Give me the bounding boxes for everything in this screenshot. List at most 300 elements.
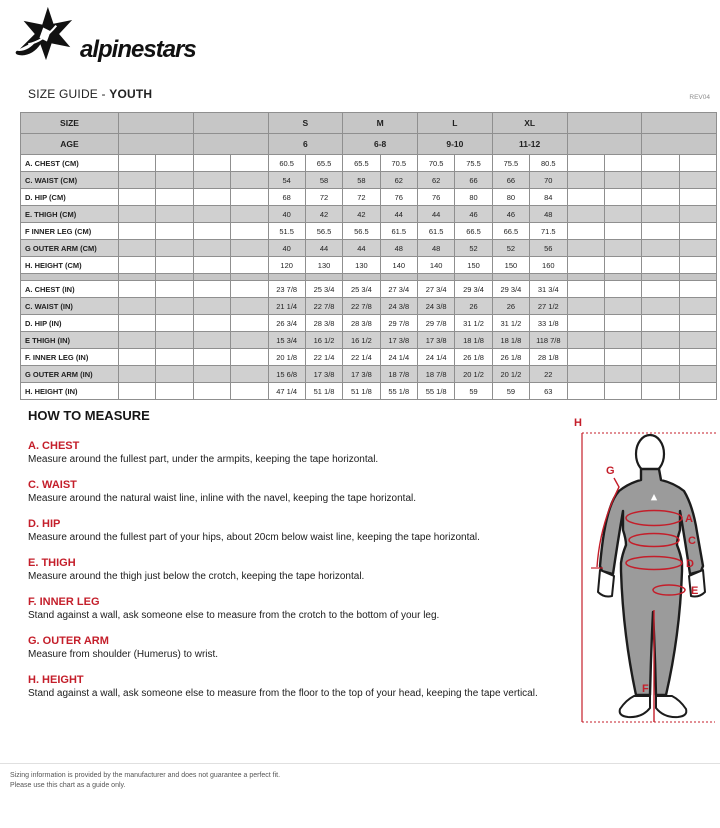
empty-cell — [679, 281, 716, 298]
measure-item-heading: C. WAIST — [28, 479, 77, 491]
size-value: 31 3/4 — [530, 281, 567, 298]
empty-cell — [231, 155, 268, 172]
row-label: F INNER LEG (CM) — [21, 223, 119, 240]
measure-item — [28, 439, 568, 466]
empty-cell — [193, 155, 230, 172]
label-thigh: E — [691, 585, 699, 597]
empty-cell — [231, 281, 268, 298]
empty-cell — [642, 349, 679, 366]
empty-cell — [679, 240, 716, 257]
empty-cell — [193, 257, 230, 274]
empty-cell — [604, 274, 641, 281]
left-foot — [620, 696, 650, 717]
head — [636, 435, 664, 473]
empty-cell — [679, 274, 716, 281]
size-value: 76 — [380, 189, 417, 206]
size-value: 26 — [455, 298, 492, 315]
size-table — [20, 112, 717, 400]
size-value: 56 — [530, 240, 567, 257]
table-row — [21, 206, 717, 223]
empty-cell — [119, 134, 194, 155]
body-suit — [600, 469, 703, 695]
footer-disclaimer — [0, 763, 720, 791]
size-value: 160 — [530, 257, 567, 274]
empty-cell — [604, 366, 641, 383]
how-to-measure-section — [28, 408, 568, 712]
empty-cell — [567, 240, 604, 257]
empty-cell — [156, 189, 193, 206]
size-value: 60.5 — [268, 155, 305, 172]
empty-cell — [193, 172, 230, 189]
row-label: C. WAIST (IN) — [21, 298, 119, 315]
empty-cell — [679, 349, 716, 366]
empty-cell — [642, 366, 679, 383]
empty-cell — [193, 383, 230, 400]
empty-cell — [119, 315, 156, 332]
empty-cell — [679, 332, 716, 349]
size-value: 52 — [492, 240, 529, 257]
footer-line-2: Please use this chart as a guide only. — [10, 782, 126, 789]
size-value: 55 1/8 — [380, 383, 417, 400]
empty-cell — [567, 113, 642, 134]
empty-cell — [604, 257, 641, 274]
empty-cell — [604, 172, 641, 189]
empty-cell — [642, 257, 679, 274]
empty-cell — [642, 206, 679, 223]
empty-cell — [156, 332, 193, 349]
empty-cell — [231, 189, 268, 206]
empty-cell — [231, 332, 268, 349]
row-label: D. HIP (CM) — [21, 189, 119, 206]
size-value: 15 3/4 — [268, 332, 305, 349]
empty-cell — [231, 274, 268, 281]
row-label: A. CHEST (CM) — [21, 155, 119, 172]
empty-cell — [642, 134, 717, 155]
size-value: 46 — [492, 206, 529, 223]
empty-cell — [567, 206, 604, 223]
label-waist: C — [688, 535, 696, 547]
empty-cell — [642, 274, 679, 281]
empty-cell — [642, 240, 679, 257]
empty-cell — [679, 189, 716, 206]
empty-cell — [231, 298, 268, 315]
empty-cell — [604, 206, 641, 223]
empty-cell — [119, 206, 156, 223]
size-value: 25 3/4 — [305, 281, 342, 298]
empty-cell — [642, 281, 679, 298]
size-value: 20 1/2 — [455, 366, 492, 383]
size-value: 66.5 — [455, 223, 492, 240]
size-value: 18 1/8 — [455, 332, 492, 349]
size-value: 118 7/8 — [530, 332, 567, 349]
table-row — [21, 240, 717, 257]
size-value: 40 — [268, 206, 305, 223]
empty-cell — [193, 223, 230, 240]
empty-cell — [604, 298, 641, 315]
size-value: 58 — [343, 172, 380, 189]
size-value: 22 — [530, 366, 567, 383]
empty-cell — [567, 298, 604, 315]
empty-cell — [567, 332, 604, 349]
size-value: 33 1/8 — [530, 315, 567, 332]
size-value: 80 — [455, 189, 492, 206]
size-value: 59 — [492, 383, 529, 400]
size-value: 18 7/8 — [418, 366, 455, 383]
size-value: 18 7/8 — [380, 366, 417, 383]
size-value: 51 1/8 — [305, 383, 342, 400]
measure-item-text: Stand against a wall, ask someone else to measure from the crotch to the bottom of your leg. — [28, 610, 440, 621]
empty-cell — [268, 274, 305, 281]
empty-cell — [119, 172, 156, 189]
right-foot — [656, 696, 686, 717]
size-header-row-value: XL — [492, 113, 567, 134]
size-value: 28 1/8 — [530, 349, 567, 366]
empty-cell — [193, 189, 230, 206]
separator-row — [21, 274, 717, 281]
size-value: 140 — [380, 257, 417, 274]
revision-label: REV04 — [689, 94, 710, 101]
age-header-row — [21, 134, 717, 155]
size-value: 66 — [492, 172, 529, 189]
empty-cell — [119, 332, 156, 349]
row-label: E THIGH (IN) — [21, 332, 119, 349]
size-header-row — [21, 113, 717, 134]
size-value: 56.5 — [343, 223, 380, 240]
empty-cell — [679, 223, 716, 240]
how-to-measure-title: HOW TO MEASURE — [28, 408, 150, 423]
row-label: D. HIP (IN) — [21, 315, 119, 332]
size-value: 42 — [305, 206, 342, 223]
size-value: 48 — [418, 240, 455, 257]
size-value: 62 — [418, 172, 455, 189]
size-value: 28 3/8 — [343, 315, 380, 332]
age-header-row-value: 9-10 — [418, 134, 493, 155]
empty-cell — [156, 281, 193, 298]
size-value: 44 — [380, 206, 417, 223]
size-value: 24 1/4 — [380, 349, 417, 366]
measure-item — [28, 478, 568, 505]
empty-cell — [231, 366, 268, 383]
size-value: 150 — [455, 257, 492, 274]
measurement-figure — [570, 412, 718, 730]
empty-cell — [679, 257, 716, 274]
empty-cell — [642, 315, 679, 332]
empty-cell — [567, 315, 604, 332]
table-row — [21, 315, 717, 332]
empty-cell — [567, 134, 642, 155]
empty-cell — [642, 155, 679, 172]
age-header-row-label: AGE — [21, 134, 119, 155]
table-row — [21, 349, 717, 366]
empty-cell — [156, 366, 193, 383]
table-row — [21, 366, 717, 383]
size-value: 51.5 — [268, 223, 305, 240]
measure-item-heading: G. OUTER ARM — [28, 635, 109, 647]
empty-cell — [119, 298, 156, 315]
empty-cell — [604, 349, 641, 366]
empty-cell — [193, 240, 230, 257]
measure-item-text: Stand against a wall, ask someone else to measure from the floor to the top of your head, keeping the tape vertical. — [28, 688, 538, 699]
empty-cell — [642, 189, 679, 206]
empty-cell — [231, 315, 268, 332]
empty-cell — [567, 349, 604, 366]
empty-cell — [193, 315, 230, 332]
measure-item-text: Measure from shoulder (Humerus) to wrist. — [28, 649, 219, 660]
size-value: 22 1/4 — [343, 349, 380, 366]
size-value: 16 1/2 — [343, 332, 380, 349]
empty-cell — [119, 274, 156, 281]
size-value: 68 — [268, 189, 305, 206]
table-row — [21, 383, 717, 400]
empty-cell — [156, 274, 193, 281]
empty-cell — [119, 383, 156, 400]
size-value: 17 3/8 — [380, 332, 417, 349]
empty-cell — [679, 172, 716, 189]
measure-item-heading: F. INNER LEG — [28, 596, 100, 608]
measure-item-heading: H. HEIGHT — [28, 674, 84, 686]
size-value: 75.5 — [492, 155, 529, 172]
empty-cell — [604, 223, 641, 240]
size-value: 55 1/8 — [418, 383, 455, 400]
measure-item-heading: D. HIP — [28, 518, 61, 530]
empty-cell — [567, 172, 604, 189]
empty-cell — [679, 206, 716, 223]
label-hip: D — [686, 558, 694, 570]
size-value: 23 7/8 — [268, 281, 305, 298]
size-value: 84 — [530, 189, 567, 206]
size-header-row-label: SIZE — [21, 113, 119, 134]
size-value: 65.5 — [305, 155, 342, 172]
table-row — [21, 257, 717, 274]
row-label: C. WAIST (CM) — [21, 172, 119, 189]
row-label: A. CHEST (IN) — [21, 281, 119, 298]
empty-cell — [156, 206, 193, 223]
size-header-row-value: M — [343, 113, 418, 134]
size-value: 61.5 — [380, 223, 417, 240]
body-diagram — [570, 412, 718, 730]
empty-cell — [604, 189, 641, 206]
label-chest: A — [685, 513, 693, 525]
size-value: 56.5 — [305, 223, 342, 240]
size-value: 44 — [305, 240, 342, 257]
empty-cell — [156, 155, 193, 172]
size-value: 16 1/2 — [305, 332, 342, 349]
empty-cell — [679, 366, 716, 383]
size-value: 63 — [530, 383, 567, 400]
measure-item — [28, 673, 568, 700]
empty-cell — [305, 274, 342, 281]
empty-cell — [642, 113, 717, 134]
size-value: 72 — [305, 189, 342, 206]
empty-cell — [231, 172, 268, 189]
empty-cell — [679, 155, 716, 172]
size-value: 21 1/4 — [268, 298, 305, 315]
empty-cell — [642, 383, 679, 400]
table-row — [21, 223, 717, 240]
size-value: 15 6/8 — [268, 366, 305, 383]
title-category: YOUTH — [109, 87, 153, 101]
empty-cell — [604, 383, 641, 400]
empty-cell — [604, 155, 641, 172]
size-value: 27 3/4 — [380, 281, 417, 298]
size-value: 20 1/8 — [268, 349, 305, 366]
empty-cell — [119, 223, 156, 240]
size-value: 70 — [530, 172, 567, 189]
empty-cell — [604, 332, 641, 349]
size-value: 76 — [418, 189, 455, 206]
measure-item-text: Measure around the fullest part of your hips, about 20cm below waist line, keeping the tape horizontal. — [28, 532, 480, 543]
measure-item-text: Measure around the thigh just below the crotch, keeping the tape horizontal. — [28, 571, 365, 582]
empty-cell — [567, 281, 604, 298]
alpinestars-star-icon — [14, 6, 78, 62]
size-value: 26 1/8 — [455, 349, 492, 366]
age-header-row-value: 6 — [268, 134, 343, 155]
measure-item-text: Measure around the fullest part, under the armpits, keeping the tape horizontal. — [28, 454, 379, 465]
size-value: 17 3/8 — [305, 366, 342, 383]
empty-cell — [492, 274, 529, 281]
measure-item-heading: A. CHEST — [28, 440, 80, 452]
empty-cell — [119, 366, 156, 383]
empty-cell — [193, 332, 230, 349]
size-value: 130 — [305, 257, 342, 274]
size-value: 26 1/8 — [492, 349, 529, 366]
empty-cell — [567, 189, 604, 206]
empty-cell — [156, 172, 193, 189]
empty-cell — [679, 315, 716, 332]
empty-cell — [193, 206, 230, 223]
size-table-body — [21, 113, 717, 400]
empty-cell — [567, 155, 604, 172]
size-header-row-value: L — [418, 113, 493, 134]
empty-cell — [193, 281, 230, 298]
logo-wordmark: alpinestars — [80, 36, 196, 63]
size-value: 31 1/2 — [492, 315, 529, 332]
size-value: 24 3/8 — [418, 298, 455, 315]
row-label: G OUTER ARM (CM) — [21, 240, 119, 257]
size-value: 66.5 — [492, 223, 529, 240]
empty-cell — [231, 349, 268, 366]
table-row — [21, 332, 717, 349]
row-label: E. THIGH (CM) — [21, 206, 119, 223]
empty-cell — [642, 298, 679, 315]
table-row — [21, 298, 717, 315]
table-row — [21, 189, 717, 206]
empty-cell — [119, 281, 156, 298]
size-value: 22 1/4 — [305, 349, 342, 366]
empty-cell — [418, 274, 455, 281]
empty-cell — [193, 349, 230, 366]
size-value: 80.5 — [530, 155, 567, 172]
size-value: 29 3/4 — [455, 281, 492, 298]
empty-cell — [156, 257, 193, 274]
label-outer-arm: G — [606, 465, 615, 477]
empty-cell — [193, 113, 268, 134]
empty-cell — [604, 315, 641, 332]
footer-line-1: Sizing information is provided by the manufacturer and does not guarantee a perfect fit. — [10, 772, 281, 779]
empty-cell — [567, 274, 604, 281]
empty-cell — [567, 383, 604, 400]
empty-cell — [343, 274, 380, 281]
age-header-row-value: 6-8 — [343, 134, 418, 155]
empty-cell — [642, 223, 679, 240]
size-value: 17 3/8 — [343, 366, 380, 383]
size-value: 29 7/8 — [380, 315, 417, 332]
empty-cell — [567, 223, 604, 240]
empty-cell — [604, 281, 641, 298]
size-value: 29 3/4 — [492, 281, 529, 298]
size-value: 31 1/2 — [455, 315, 492, 332]
size-value: 20 1/2 — [492, 366, 529, 383]
row-label: H. HEIGHT (IN) — [21, 383, 119, 400]
empty-cell — [231, 257, 268, 274]
size-value: 71.5 — [530, 223, 567, 240]
size-value: 44 — [418, 206, 455, 223]
empty-cell — [530, 274, 567, 281]
size-value: 59 — [455, 383, 492, 400]
size-value: 130 — [343, 257, 380, 274]
empty-cell — [679, 383, 716, 400]
measure-item-text: Measure around the natural waist line, inline with the navel, keeping the tape horizontal. — [28, 493, 417, 504]
page-title — [28, 87, 152, 101]
measure-item — [28, 556, 568, 583]
size-value: 27 1/2 — [530, 298, 567, 315]
size-value: 52 — [455, 240, 492, 257]
empty-cell — [156, 349, 193, 366]
size-value: 72 — [343, 189, 380, 206]
size-value: 51 1/8 — [343, 383, 380, 400]
empty-cell — [380, 274, 417, 281]
left-hand — [598, 570, 614, 597]
empty-cell — [119, 240, 156, 257]
empty-cell — [642, 332, 679, 349]
size-value: 27 3/4 — [418, 281, 455, 298]
label-inner-leg: F — [642, 683, 649, 695]
empty-cell — [21, 274, 119, 281]
size-value: 75.5 — [455, 155, 492, 172]
size-value: 29 7/8 — [418, 315, 455, 332]
label-height: H — [574, 417, 582, 429]
empty-cell — [455, 274, 492, 281]
size-value: 65.5 — [343, 155, 380, 172]
size-value: 26 3/4 — [268, 315, 305, 332]
size-value: 24 1/4 — [418, 349, 455, 366]
size-value: 22 7/8 — [343, 298, 380, 315]
size-value: 28 3/8 — [305, 315, 342, 332]
empty-cell — [119, 155, 156, 172]
size-value: 40 — [268, 240, 305, 257]
empty-cell — [231, 383, 268, 400]
size-value: 18 1/8 — [492, 332, 529, 349]
size-value: 150 — [492, 257, 529, 274]
empty-cell — [231, 223, 268, 240]
age-header-row-value: 11-12 — [492, 134, 567, 155]
empty-cell — [231, 240, 268, 257]
measure-item — [28, 634, 568, 661]
size-value: 48 — [380, 240, 417, 257]
size-value: 62 — [380, 172, 417, 189]
size-value: 66 — [455, 172, 492, 189]
empty-cell — [231, 206, 268, 223]
alpinestars-logo — [14, 8, 196, 62]
size-value: 24 3/8 — [380, 298, 417, 315]
measure-item — [28, 517, 568, 544]
empty-cell — [156, 298, 193, 315]
size-value: 42 — [343, 206, 380, 223]
empty-cell — [156, 223, 193, 240]
size-header-row-value: S — [268, 113, 343, 134]
empty-cell — [567, 366, 604, 383]
measure-items — [28, 439, 568, 700]
